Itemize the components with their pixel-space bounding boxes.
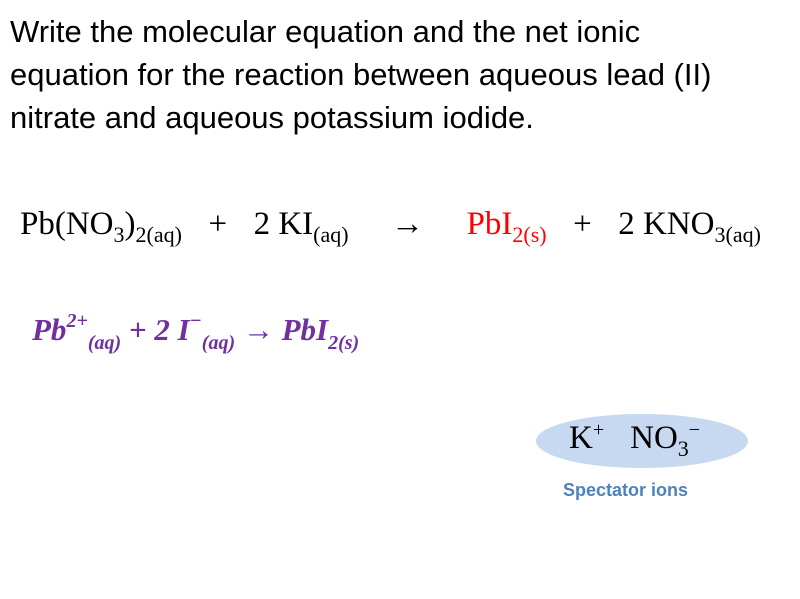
nitrate-ion: $NO_3^-$ bbox=[630, 419, 701, 461]
question-line-2: equation for the reaction between aqueous lead (II) bbox=[10, 57, 712, 92]
potassium-iodide-formula: 2 $KI_{(aq)}$ bbox=[253, 206, 349, 247]
lead-nitrate-formula: $Pb(NO_3)_{2(aq)}$ bbox=[20, 206, 182, 247]
spectator-ions bbox=[569, 419, 701, 461]
potassium-ion: K+ bbox=[569, 419, 605, 456]
reaction-arrow: → bbox=[391, 206, 425, 242]
potassium-nitrate-formula: 2 $KNO_{3(aq)}$ bbox=[618, 206, 761, 247]
plus-sign: + bbox=[573, 206, 592, 242]
lead-iodide-precipitate: PbI$_{2(s)}$ bbox=[466, 206, 547, 247]
plus-sign: + bbox=[208, 206, 228, 242]
question-text bbox=[10, 10, 790, 139]
question-line-3: nitrate and aqueous potassium iodide. bbox=[10, 100, 534, 135]
question-line-1: Write the molecular equation and the net ionic bbox=[10, 14, 641, 49]
spectator-ions-label: Spectator ions bbox=[563, 480, 689, 500]
molecular-equation bbox=[20, 206, 761, 247]
net-ionic-equation: $Pb^{2+}_{(aq)} + 2$ $I^-_{(aq)} \to PbI_{2(s)}$ bbox=[32, 310, 360, 354]
